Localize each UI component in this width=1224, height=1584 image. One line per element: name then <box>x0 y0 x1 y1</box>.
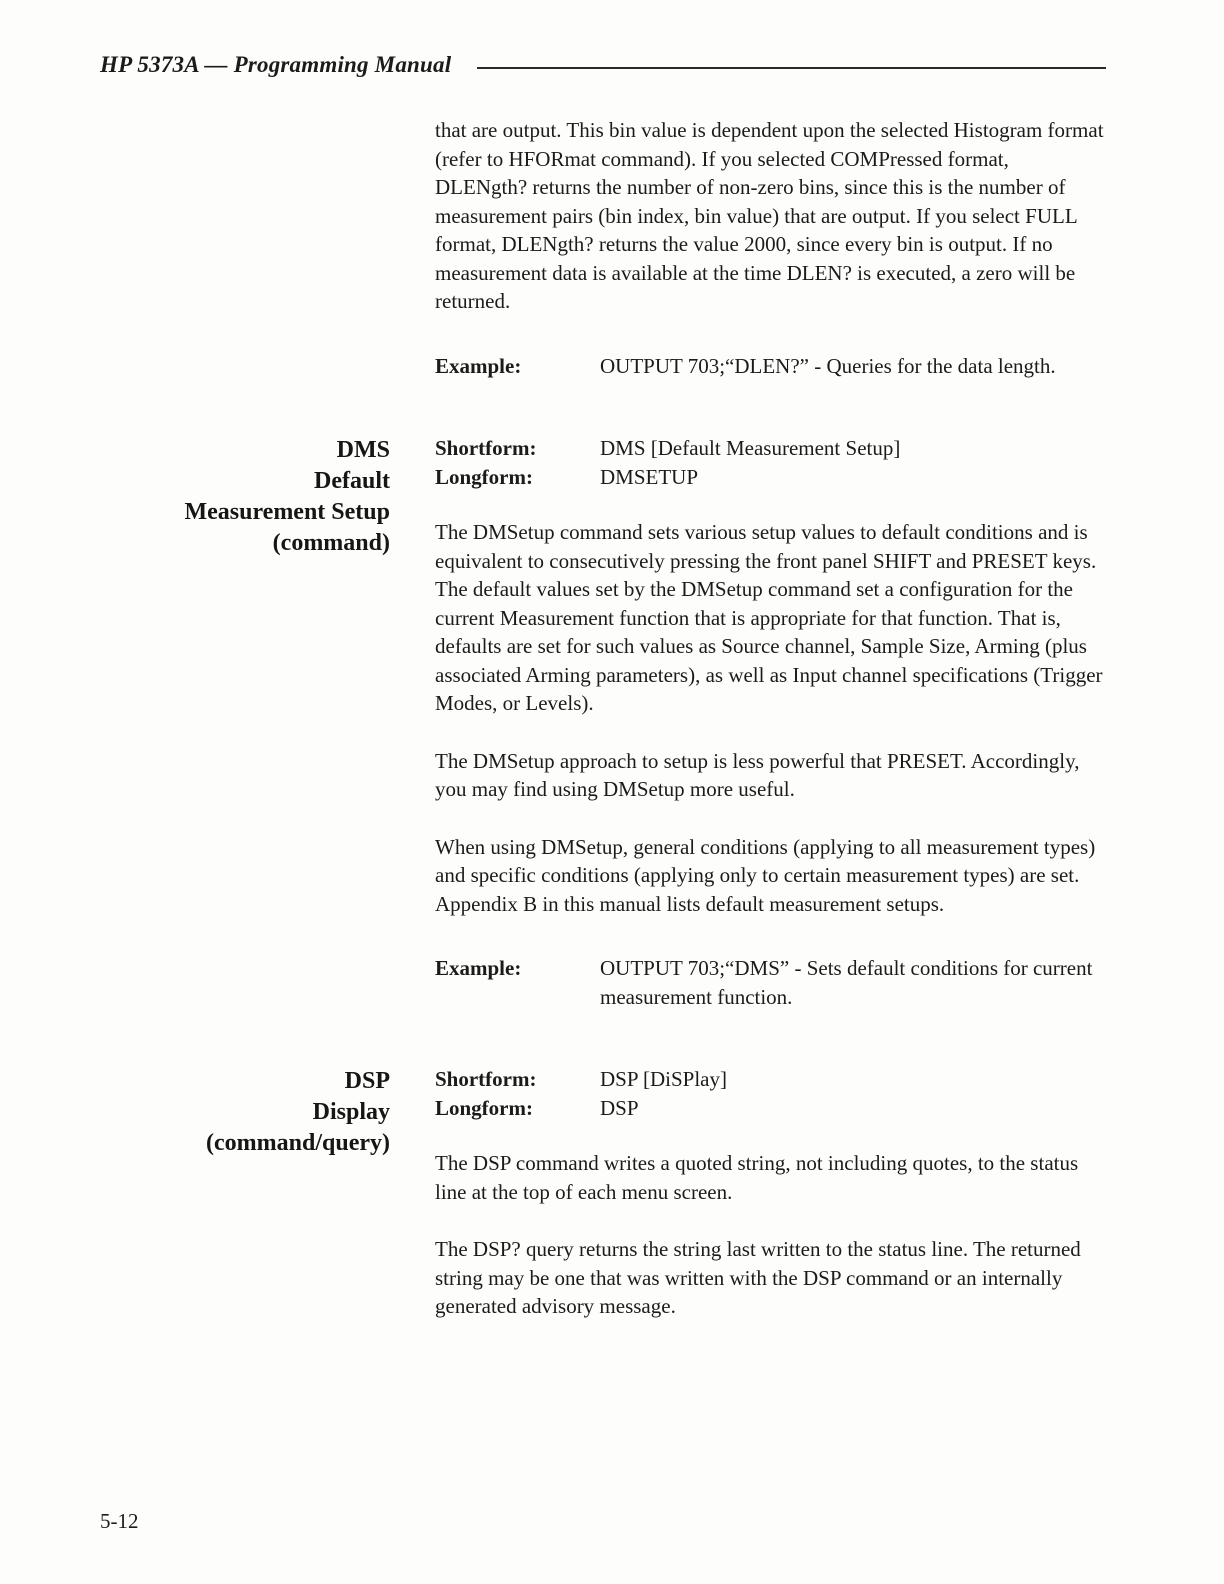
body-column <box>435 116 1106 380</box>
side-column <box>100 434 390 1011</box>
page-header <box>100 52 1106 78</box>
heading-line: (command) <box>272 530 390 556</box>
header-rule <box>477 67 1106 69</box>
side-column-empty <box>100 116 390 380</box>
paragraph: The DSP? query returns the string last written to the status line. The returned string may be one that was written with the DSP command or an internally generated advisory message. <box>435 1237 1081 1318</box>
shortform-value: DSP [DiSPlay] <box>600 1067 727 1091</box>
section-dsp <box>100 1065 1106 1321</box>
side-column <box>100 1065 390 1321</box>
shortform-row <box>435 1065 1106 1094</box>
longform-label: Longform: <box>435 1095 533 1120</box>
longform-row <box>435 463 1106 492</box>
shortform-value: DMS [Default Measurement Setup] <box>600 436 901 460</box>
longform-row <box>435 1094 1106 1123</box>
example-text: OUTPUT 703;“DMS” - Sets default conditions for current measurement function. <box>600 956 1093 1009</box>
command-heading-dsp <box>100 1065 390 1159</box>
command-heading-dms <box>100 434 390 559</box>
paragraph: The DSP command writes a quoted string, not including quotes, to the status line at the top of each menu screen. <box>435 1151 1079 1204</box>
section-dms <box>100 434 1106 1011</box>
example-block <box>435 352 1106 381</box>
body-column <box>435 1065 1106 1321</box>
heading-line: Display <box>312 1099 390 1125</box>
example-label: Example: <box>435 956 522 980</box>
page-title: HP 5373A — Programming Manual <box>100 52 452 77</box>
paragraph: When using DMSetup, general conditions (applying to all measurement types) and specific conditions (applying only to certain measurement types) are set. Appendix B in this manual lists default measurement setups. <box>435 834 1096 916</box>
shortform-row <box>435 434 1106 463</box>
longform-value: DSP <box>600 1095 639 1120</box>
heading-line: DMS <box>336 437 390 463</box>
page-number: 5-12 <box>100 1509 139 1533</box>
page-content <box>100 116 1106 1321</box>
shortform-label: Shortform: <box>435 436 537 460</box>
heading-line: DSP <box>344 1068 390 1094</box>
form-definitions <box>435 1065 1106 1122</box>
example-block <box>435 954 1106 1011</box>
heading-line: Default <box>314 468 390 494</box>
paragraph: The DMSetup command sets various setup values to default conditions and is equivalent to consecutively pressing the front panel SHIFT and PRESET keys. The default values set by the DMSetup command set a configuration for the current Measurement function that is appropriate for that function. That is, defaults are set for such values as Source channel, Sample Size, Arming (plus associated Arming parameters), as well as Input channel specifications (Trigger Modes, or Levels). <box>435 520 1103 715</box>
heading-line: Measurement Setup <box>184 499 390 525</box>
body-column <box>435 434 1106 1011</box>
example-text: OUTPUT 703;“DLEN?” - Queries for the data length. <box>600 353 1056 378</box>
example-label: Example: <box>435 353 522 378</box>
paragraph: that are output. This bin value is dependent upon the selected Histogram format (refer to HFORmat command). If you selected COMPressed format, DLENgth? returns the number of non-zero bins, since this is the number of measurement pairs (bin index, bin value) that are output. If you select FULL format, DLENgth? returns the value 2000, since every bin is output. If no measurement data is available at the time DLEN? is executed, a zero will be returned. <box>435 118 1104 313</box>
paragraph: The DMSetup approach to setup is less powerful that PRESET. Accordingly, you may find using DMSetup more useful. <box>435 748 1080 801</box>
heading-line: (command/query) <box>206 1130 390 1156</box>
section-dlen-continuation <box>100 116 1106 380</box>
form-definitions <box>435 434 1106 491</box>
page-footer <box>100 1509 139 1534</box>
longform-label: Longform: <box>435 464 533 489</box>
shortform-label: Shortform: <box>435 1067 537 1091</box>
longform-value: DMSETUP <box>600 464 699 489</box>
